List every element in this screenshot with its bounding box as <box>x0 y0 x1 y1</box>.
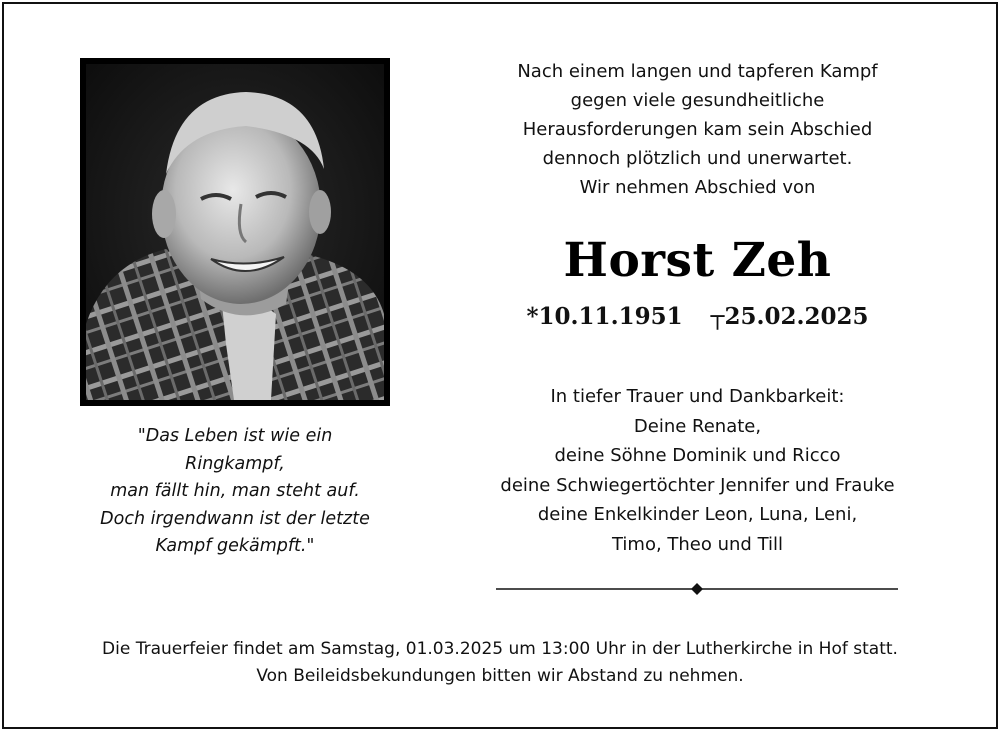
mourners-line: Timo, Theo und Till <box>611 533 784 555</box>
footer-notice <box>20 636 980 690</box>
quote-line: Doch irgendwann ist der letzte <box>100 508 370 529</box>
intro-line: dennoch plötzlich und unerwartet. <box>542 148 853 169</box>
mourners-line: deine Enkelkinder Leon, Luna, Leni, <box>537 504 858 525</box>
deceased-name: Horst Zeh <box>563 233 832 288</box>
birth-date: *10.11.1951 <box>526 303 683 330</box>
mourners-line: deine Söhne Dominik und Ricco <box>554 445 841 466</box>
death-date: ┬25.02.2025 <box>710 303 869 330</box>
life-dates <box>470 303 925 330</box>
intro-line: Wir nehmen Abschied von <box>579 177 816 198</box>
footer-line: Von Beileidsbekundungen bitten wir Abstand zu nehmen. <box>256 666 744 686</box>
mourners-line: Deine Renate, <box>633 415 762 437</box>
quote-line: Ringkampf, <box>185 453 285 474</box>
mourners-line: deine Schwiegertöchter Jennifer und Frauke <box>500 474 895 496</box>
diamond-icon <box>691 583 703 595</box>
quote-line: "Das Leben ist wie ein <box>137 426 333 446</box>
intro-line: gegen viele gesundheitliche <box>570 90 825 111</box>
quote-block <box>60 423 410 561</box>
footer-line: Die Trauerfeier findet am Samstag, 01.03.2025 um 13:00 Uhr in der Lutherkirche in Hof statt. <box>102 639 898 659</box>
portrait-image <box>86 64 384 400</box>
portrait-photo <box>80 58 390 406</box>
intro-line: Nach einem langen und tapferen Kampf <box>517 61 878 82</box>
intro-text <box>470 57 925 202</box>
intro-line: Herausforderungen kam sein Abschied <box>522 119 873 140</box>
quote-line: man fällt hin, man steht auf. <box>110 481 360 501</box>
mourners-list <box>470 382 925 559</box>
ornament-divider <box>496 582 898 596</box>
mourners-line: In tiefer Trauer und Dankbarkeit: <box>550 386 845 407</box>
quote-line: Kampf gekämpft." <box>155 536 315 556</box>
